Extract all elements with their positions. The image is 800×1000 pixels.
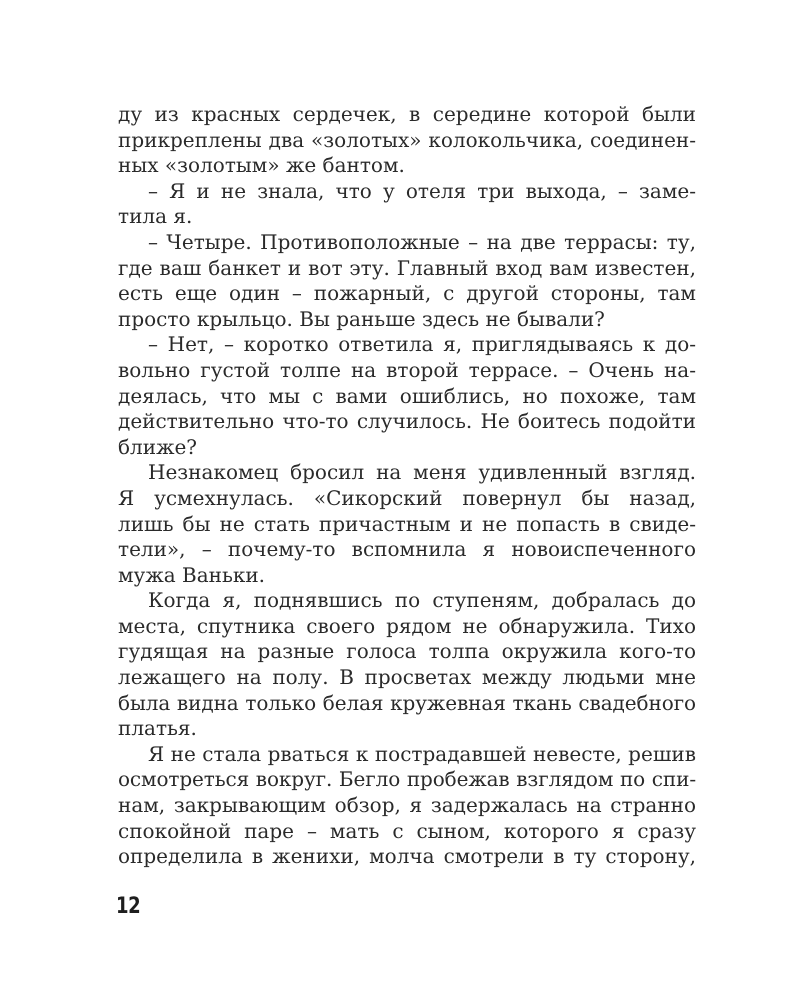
text-line: прикреплены два «золотых» колокольчика, соединен- <box>118 127 696 152</box>
text-line: Незнакомец бросил на меня удивленный взгляд. <box>148 460 696 485</box>
text-line: Я не стала рваться к пострадавшей невесте, решив <box>148 741 696 766</box>
text-line: – Я и не знала, что у отеля три выхода, – заме- <box>148 178 696 203</box>
body-text <box>118 102 696 870</box>
text-line: осмотреться вокруг. Бегло пробежав взглядом по спи- <box>118 767 696 792</box>
text-line: вольно густой толпе на второй террасе. – Очень на- <box>118 357 696 382</box>
text-line: тели», – почему-то вспомнила я новоиспеченного <box>118 537 696 562</box>
text-line: – Четыре. Противоположные – на две террасы: ту, <box>148 229 696 254</box>
text-line: ближе? <box>118 434 198 459</box>
text-line: места, спутника своего рядом не обнаружила. Тихо <box>118 613 696 638</box>
text-line: лишь бы не стать причастным и не попасть в свиде- <box>118 511 696 536</box>
page-number: 12 <box>116 894 141 919</box>
text-line: ду из красных сердечек, в середине которой были <box>118 102 696 126</box>
text-line: Когда я, поднявшись по ступеням, добралась до <box>148 588 696 613</box>
text-line: где ваш банкет и вот эту. Главный вход вам известен, <box>118 255 696 280</box>
text-line: есть еще один – пожарный, с другой стороны, там <box>118 281 696 306</box>
text-line: деялась, что мы с вами ошиблись, но похоже, там <box>118 383 696 408</box>
text-line: была видна только белая кружевная ткань свадебного <box>118 690 696 715</box>
text-line: просто крыльцо. Вы раньше здесь не бывали? <box>118 306 605 331</box>
text-line: действительно что-то случилось. Не боитесь подойти <box>118 409 696 434</box>
text-line: определила в женихи, молча смотрели в ту сторону, <box>118 844 696 869</box>
text-line: спокойной паре – мать с сыном, которого я сразу <box>118 818 696 843</box>
text-line: – Нет, – коротко ответила я, приглядываясь к до- <box>148 332 696 357</box>
text-line: мужа Ваньки. <box>118 562 266 587</box>
text-line: гудящая на разные голоса толпа окружила кого-то <box>118 639 696 664</box>
text-line: платья. <box>118 716 197 741</box>
text-line: Я усмехнулась. «Сикорский повернул бы назад, <box>118 485 696 510</box>
text-line: нам, закрывающим обзор, я задержалась на странно <box>118 793 696 818</box>
text-line: тила я. <box>118 204 193 229</box>
text-line: ных «золотым» же бантом. <box>118 153 405 178</box>
text-line: лежащего на полу. В просветах между людьми мне <box>118 665 696 690</box>
